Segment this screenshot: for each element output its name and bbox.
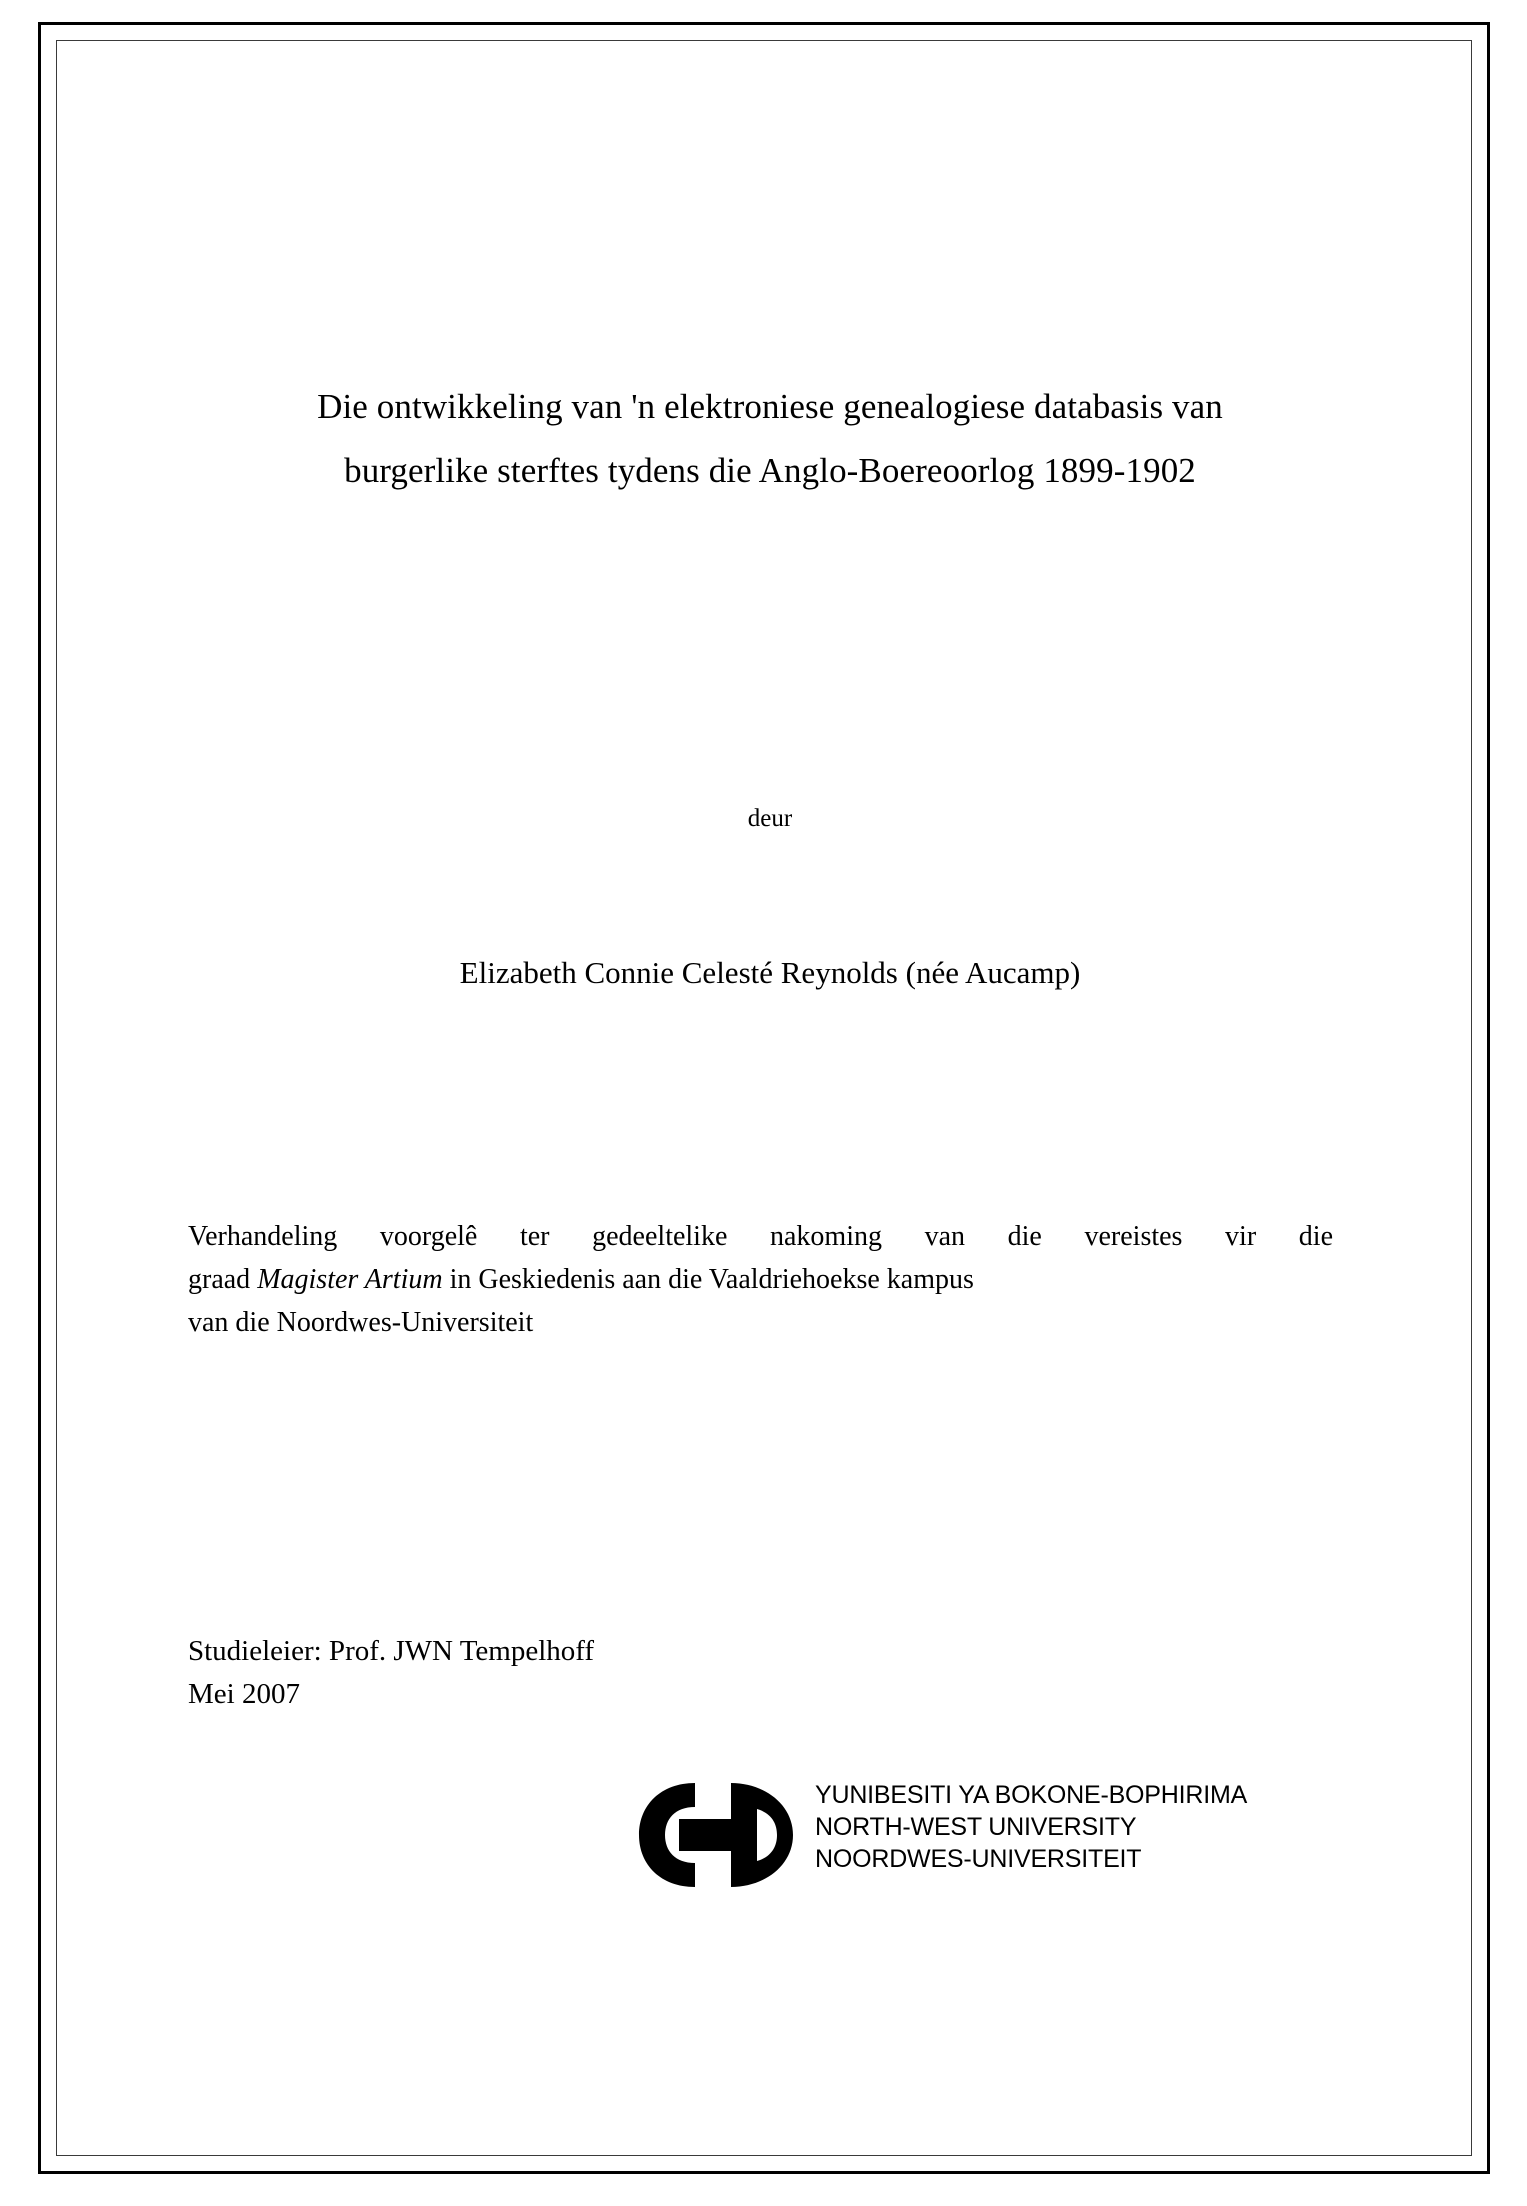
university-logo — [490, 1775, 1248, 1905]
degree-statement-line-2-pre: graad — [188, 1264, 258, 1295]
page-title — [180, 375, 1360, 503]
title-line-1: Die ontwikkeling van 'n elektroniese genealogiese databasis van — [317, 387, 1223, 426]
logo-line-1: YUNIBESITI YA BOKONE-BOPHIRIMA — [815, 1781, 1248, 1809]
supervisor-and-date — [188, 1630, 988, 1716]
degree-statement-line-2 — [188, 1258, 1333, 1301]
nwu-logo-icon — [635, 1779, 805, 1891]
degree-statement — [188, 1215, 1333, 1344]
by-label: deur — [747, 805, 793, 832]
author-name: Elizabeth Connie Celesté Reynolds (née Aucamp) — [459, 955, 1081, 990]
degree-statement-line-2-post: in Geskiedenis aan die Vaaldriehoekse kampus — [442, 1264, 974, 1295]
logo-line-2: NORTH-WEST UNIVERSITY — [815, 1813, 1137, 1841]
title-line-2: burgerlike sterftes tydens die Anglo-Boereoorlog 1899-1902 — [344, 451, 1196, 490]
university-logo-text — [815, 1779, 1247, 1875]
logo-line-3: NOORDWES-UNIVERSITEIT — [815, 1845, 1142, 1873]
date-line: Mei 2007 — [188, 1678, 300, 1710]
supervisor-line: Studieleier: Prof. JWN Tempelhoff — [188, 1635, 595, 1667]
degree-name-italic: Magister Artium — [257, 1264, 443, 1295]
degree-statement-line-3: van die Noordwes-Universiteit — [188, 1307, 534, 1338]
degree-statement-line-1: Verhandeling voorgelê ter gedeeltelike nakoming van die vereistes vir die — [188, 1221, 1333, 1252]
page-content — [180, 0, 1360, 2206]
